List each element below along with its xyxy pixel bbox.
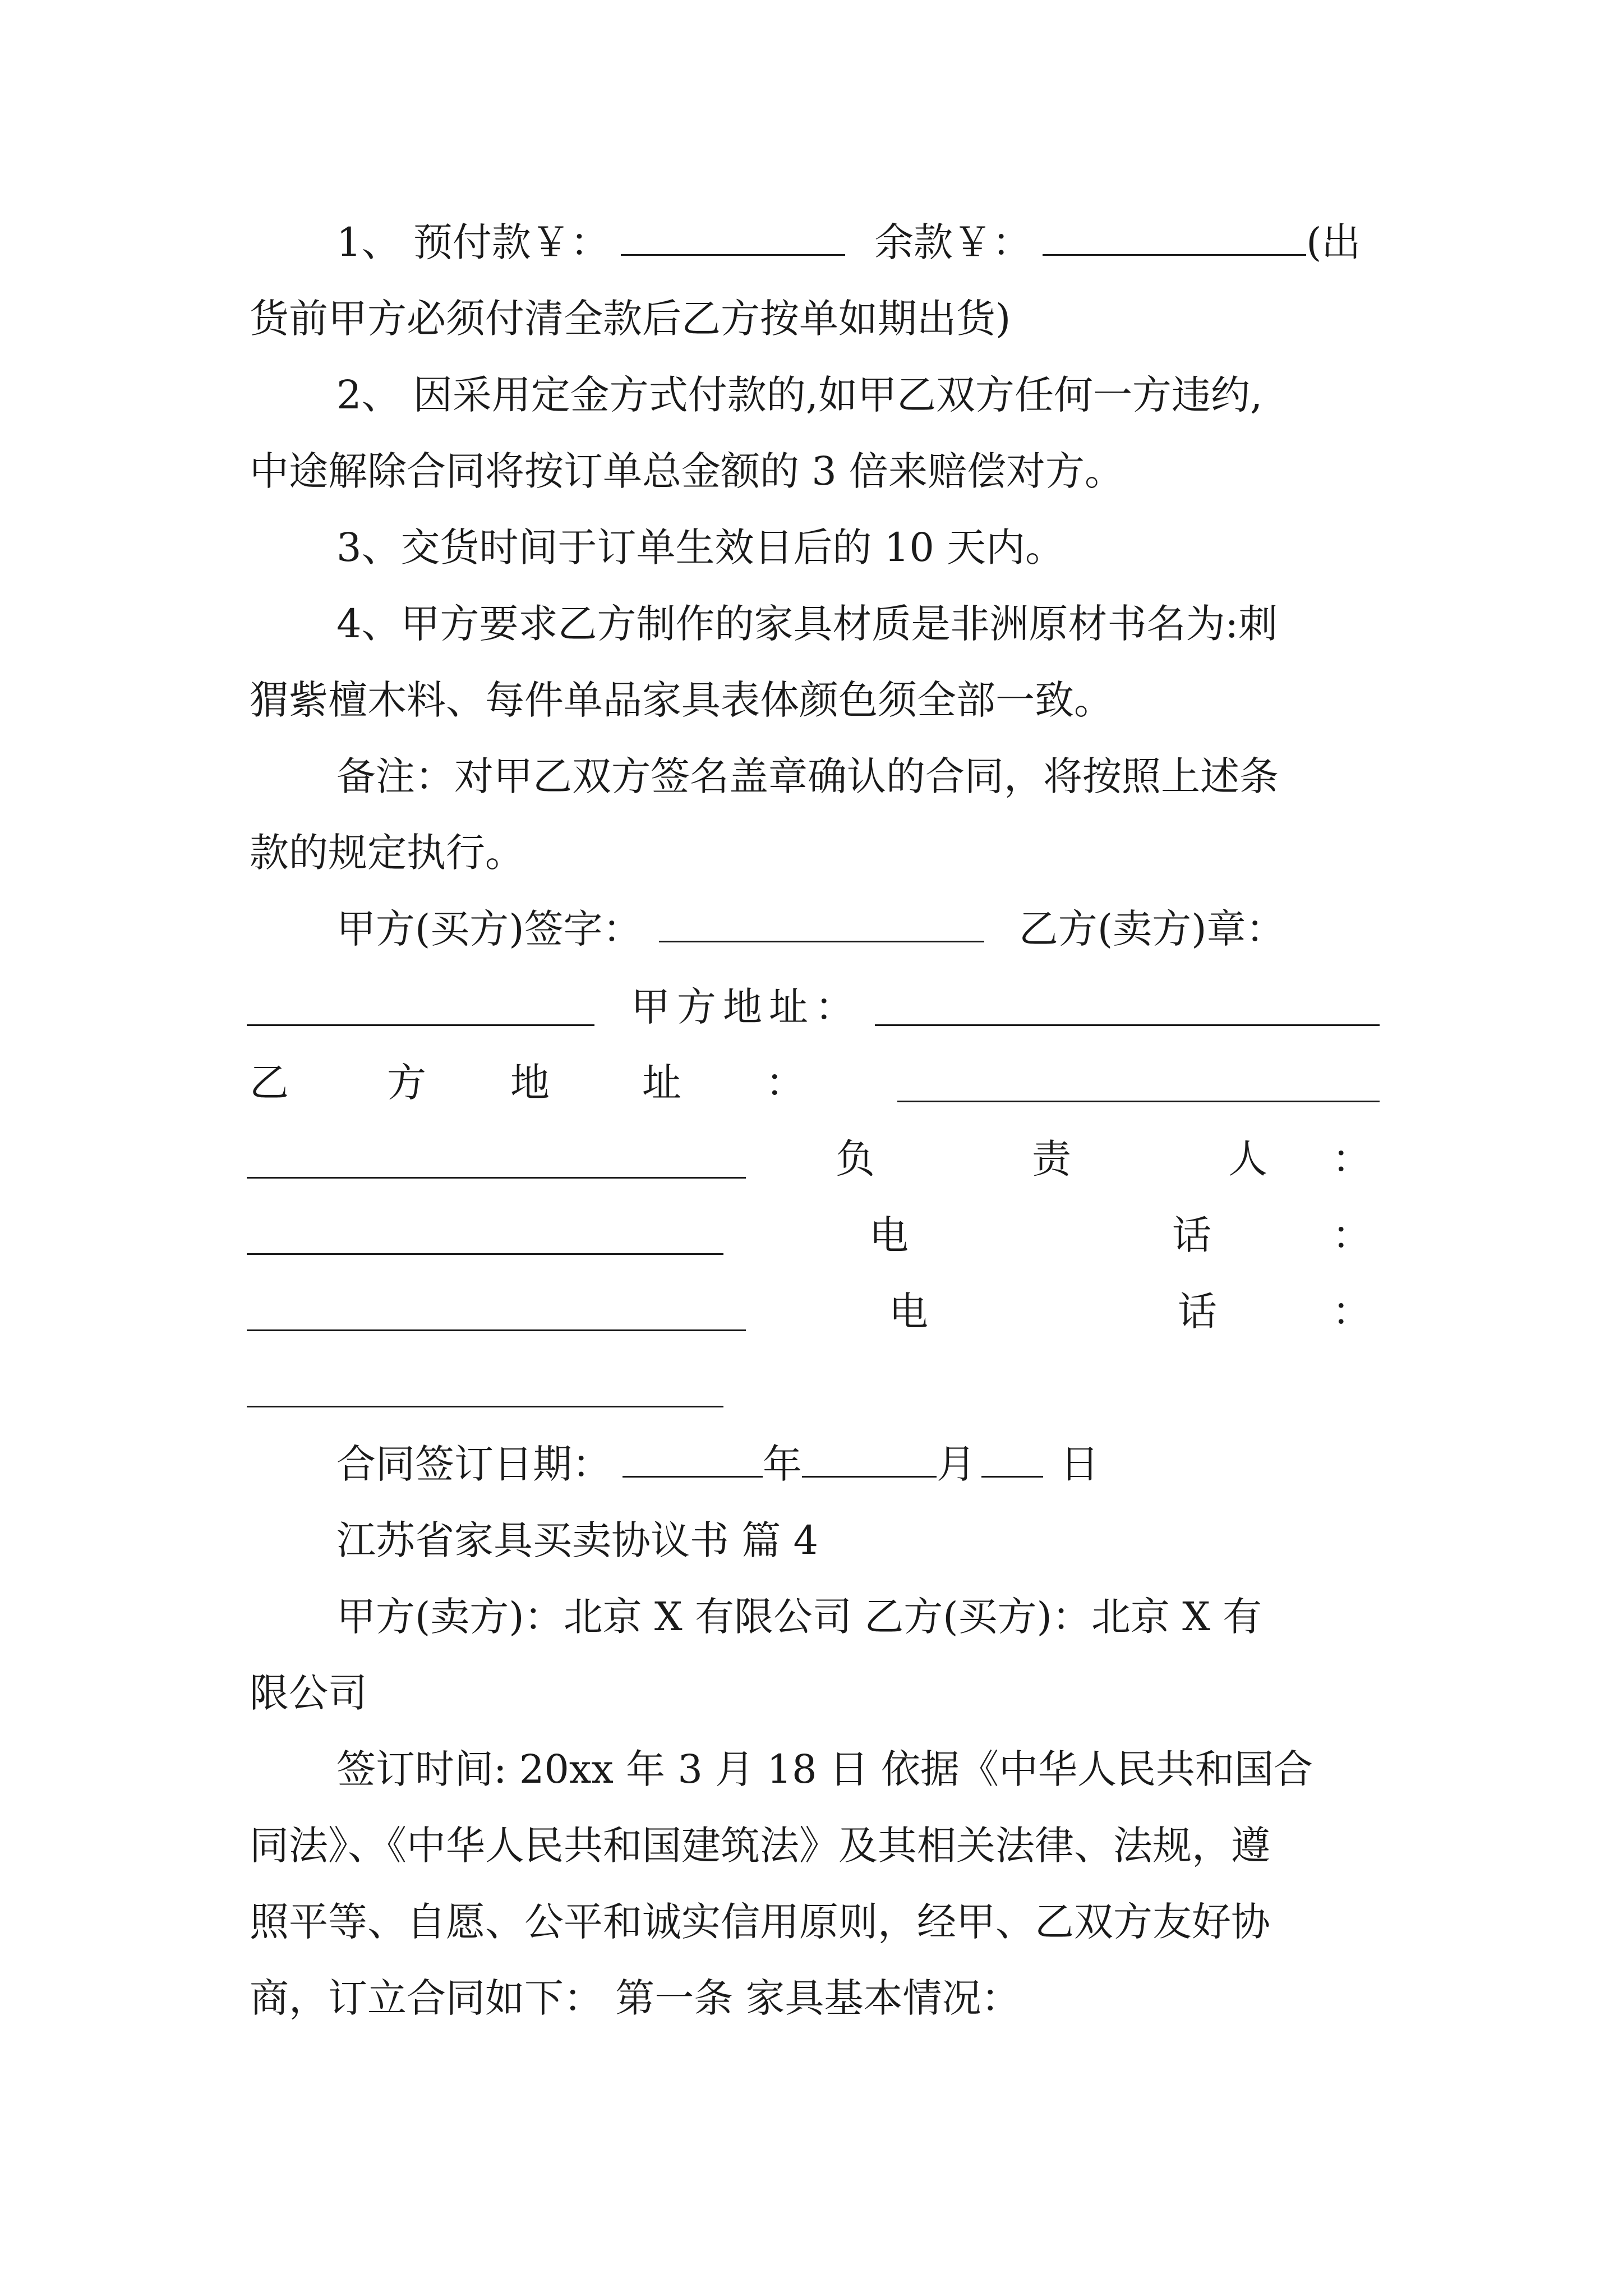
party-b-seal-blank (247, 1024, 594, 1026)
balance-label: 余款￥： (874, 219, 1032, 265)
party-b-address-char-1: 乙 (250, 1060, 289, 1106)
person-in-charge-char-3: 人 (1228, 1136, 1267, 1182)
party-b-address-blank-cont (247, 1177, 746, 1179)
phone-1-char-1: 电 (869, 1212, 909, 1258)
section-4-parties-line2: 限公司 (250, 1670, 367, 1716)
party-a-address-blank (875, 1024, 1380, 1026)
month-blank (802, 1442, 937, 1478)
party-b-address-char-3: 地 (510, 1060, 550, 1106)
phone-2-char-2: 话 (1178, 1289, 1217, 1335)
party-b-address-blank (897, 1101, 1380, 1102)
prepayment-blank (621, 220, 845, 256)
section-4-body-line1: 签订时间: 20xx 年 3 月 18 日 依据《中华人民共和国合 (336, 1746, 1313, 1792)
person-in-charge-colon: ： (1332, 1136, 1371, 1182)
party-b-seal-label: 乙方(卖方)章： (1018, 906, 1285, 952)
contract-date-line (336, 1436, 1099, 1492)
person-in-charge-blank (247, 1253, 723, 1255)
payment-item-4-line1: 4、甲方要求乙方制作的家具材质是非洲原材书名为:刺 (336, 601, 1278, 647)
payment-item-1 (336, 214, 1361, 270)
year-blank (623, 1442, 763, 1478)
section-4-parties-line1: 甲方(卖方)：北京 X 有限公司 乙方(买方)：北京 X 有 (336, 1594, 1262, 1640)
payment-item-2-line2: 中途解除合同将按订单总金额的 3 倍来赔偿对方。 (250, 448, 1124, 494)
party-b-address-char-4: 址 (642, 1060, 681, 1106)
contract-date-label: 合同签订日期： (336, 1441, 611, 1487)
note-line1: 备注：对甲乙双方签名盖章确认的合同，将按照上述条 (336, 753, 1279, 799)
prepayment-label: 1、 预付款￥： (336, 219, 610, 265)
party-a-sign-blank (659, 907, 984, 942)
payment-item-4-line2: 猬紫檀木料、每件单品家具表体颜色须全部一致。 (250, 677, 1113, 723)
item1-suffix: (出 (1306, 219, 1361, 265)
day-label: 日 (1060, 1441, 1099, 1487)
party-b-address-char-2: 方 (387, 1060, 426, 1106)
payment-item-2-line1: 2、 因采用定金方式付款的,如甲乙双方任何一方违约, (336, 372, 1263, 418)
payment-item-1-cont: 货前甲方必须付清全款后乙方按单如期出货) (250, 296, 1011, 342)
phone-1-blank (247, 1329, 746, 1331)
note-line2: 款的规定执行。 (250, 830, 524, 876)
person-in-charge-char-2: 责 (1032, 1136, 1071, 1182)
month-label: 月 (937, 1441, 976, 1487)
year-label: 年 (763, 1441, 802, 1487)
section-4-body-line3: 照平等、自愿、公平和诚实信用原则，经甲、乙双方友好协 (250, 1899, 1270, 1945)
day-blank (981, 1442, 1043, 1478)
party-a-address-label: 甲方地址： (631, 984, 861, 1030)
phone-2-blank (247, 1406, 723, 1407)
phone-2-char-1: 电 (889, 1289, 928, 1335)
person-in-charge-char-1: 负 (836, 1136, 875, 1182)
signature-line (336, 901, 1285, 957)
phone-1-colon: ： (1332, 1212, 1371, 1258)
balance-blank (1043, 220, 1306, 256)
section-4-title: 江苏省家具买卖协议书 篇 4 (336, 1517, 819, 1563)
section-4-body-line4: 商，订立合同如下： 第一条 家具基本情况： (250, 1975, 1021, 2021)
phone-2-colon: ： (1332, 1289, 1371, 1335)
phone-1-char-2: 话 (1172, 1212, 1211, 1258)
party-a-sign-label: 甲方(买方)签字： (336, 906, 642, 952)
section-4-body-line2: 同法》、《中华人民共和国建筑法》及其相关法律、法规，遵 (250, 1823, 1270, 1869)
party-b-address-colon: ： (766, 1060, 805, 1106)
payment-item-3: 3、交货时间于订单生效日后的 10 天内。 (336, 524, 1065, 570)
